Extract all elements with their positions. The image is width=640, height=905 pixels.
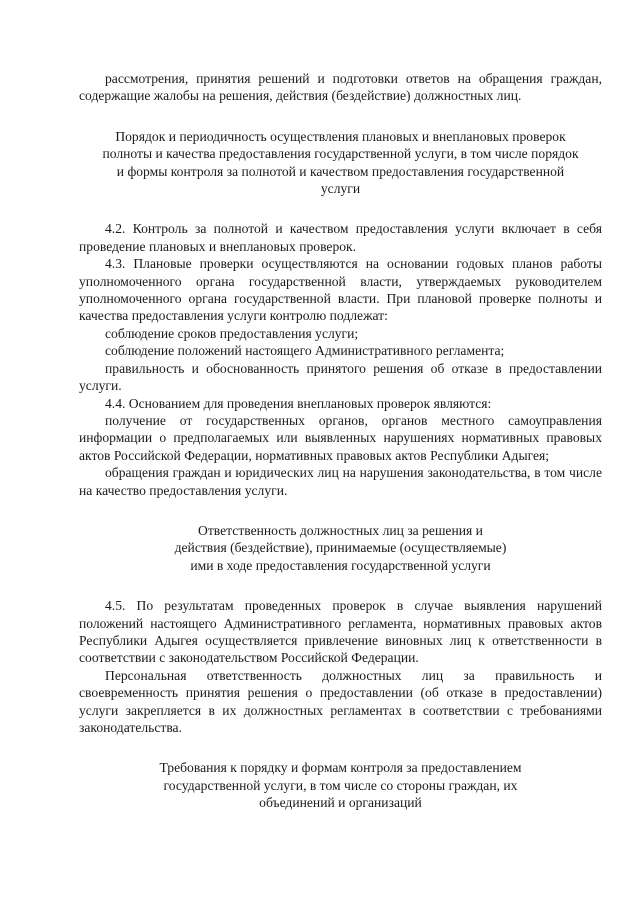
list-item-deadlines: соблюдение сроков предоставления услуги; bbox=[105, 325, 359, 341]
paragraph-4-3: 4.3. Плановые проверки осуществляются на основании годовых планов работы уполномоченного органа государственной власти, утверждаемых руководителем уполномоченного органа государственной власти. При плановой проверке полноты и качества предоставления услуги контролю подлежат: bbox=[79, 256, 602, 324]
section-heading-responsibility: Ответственность должностных лиц за решения и действия (бездействие), принимаемые (осуществляемые) ими в ходе предоставления государственной услуги bbox=[174, 522, 507, 573]
intro-paragraph: рассмотрения, принятия решений и подготовки ответов на обращения граждан, содержащие жалобы на решения, действия (бездействие) должностных лиц. bbox=[79, 71, 602, 104]
list-item-information: получение от государственных органов, органов местного самоуправления информации о предполагаемых или выявленных нарушениях нормативных правовых актов Российской Федерации, нормативных правовых актов Республики Адыгея; bbox=[79, 412, 602, 463]
list-item-regulation: соблюдение положений настоящего Административного регламента; bbox=[105, 343, 505, 359]
paragraph-4-5: 4.5. По результатам проведенных проверок в случае выявления нарушений положений настоящего Административного регламента, нормативных правовых актов Республики Адыгея осуществляется привлечение виновных лиц к ответственности в соответствии с законодательством Российской Федерации. bbox=[79, 598, 602, 666]
list-item-appeals: обращения граждан и юридических лиц на нарушения законодательства, в том числе на качество предоставления услуги. bbox=[79, 465, 602, 498]
list-item-correctness: правильность и обоснованность принятого решения об отказе в предоставлении услуги. bbox=[79, 360, 602, 394]
section-heading-inspections: Порядок и периодичность осуществления плановых и внеплановых проверок полноты и качества предоставления государственной услуги, в том числе порядок и формы контроля за полнотой и качеством предоставления государственной услуги bbox=[102, 128, 579, 197]
document-page bbox=[79, 70, 602, 812]
paragraph-4-4: 4.4. Основанием для проведения внеплановых проверок являются: bbox=[105, 395, 492, 411]
section-heading-control-requirements: Требования к порядку и формам контроля за предоставлением государственной услуги, в том числе со стороны граждан, их объединений и организаций bbox=[159, 760, 522, 811]
paragraph-personal-responsibility: Персональная ответственность должностных лиц за правильность и своевременность принятия решения о предоставлении (об отказе в предоставлении) услуги закрепляется в их должностных регламентах в соответствии с требованиями законодательства. bbox=[79, 667, 602, 735]
paragraph-4-2: 4.2. Контроль за полнотой и качеством предоставления услуги включает в себя проведение плановых и внеплановых проверок. bbox=[79, 221, 602, 254]
